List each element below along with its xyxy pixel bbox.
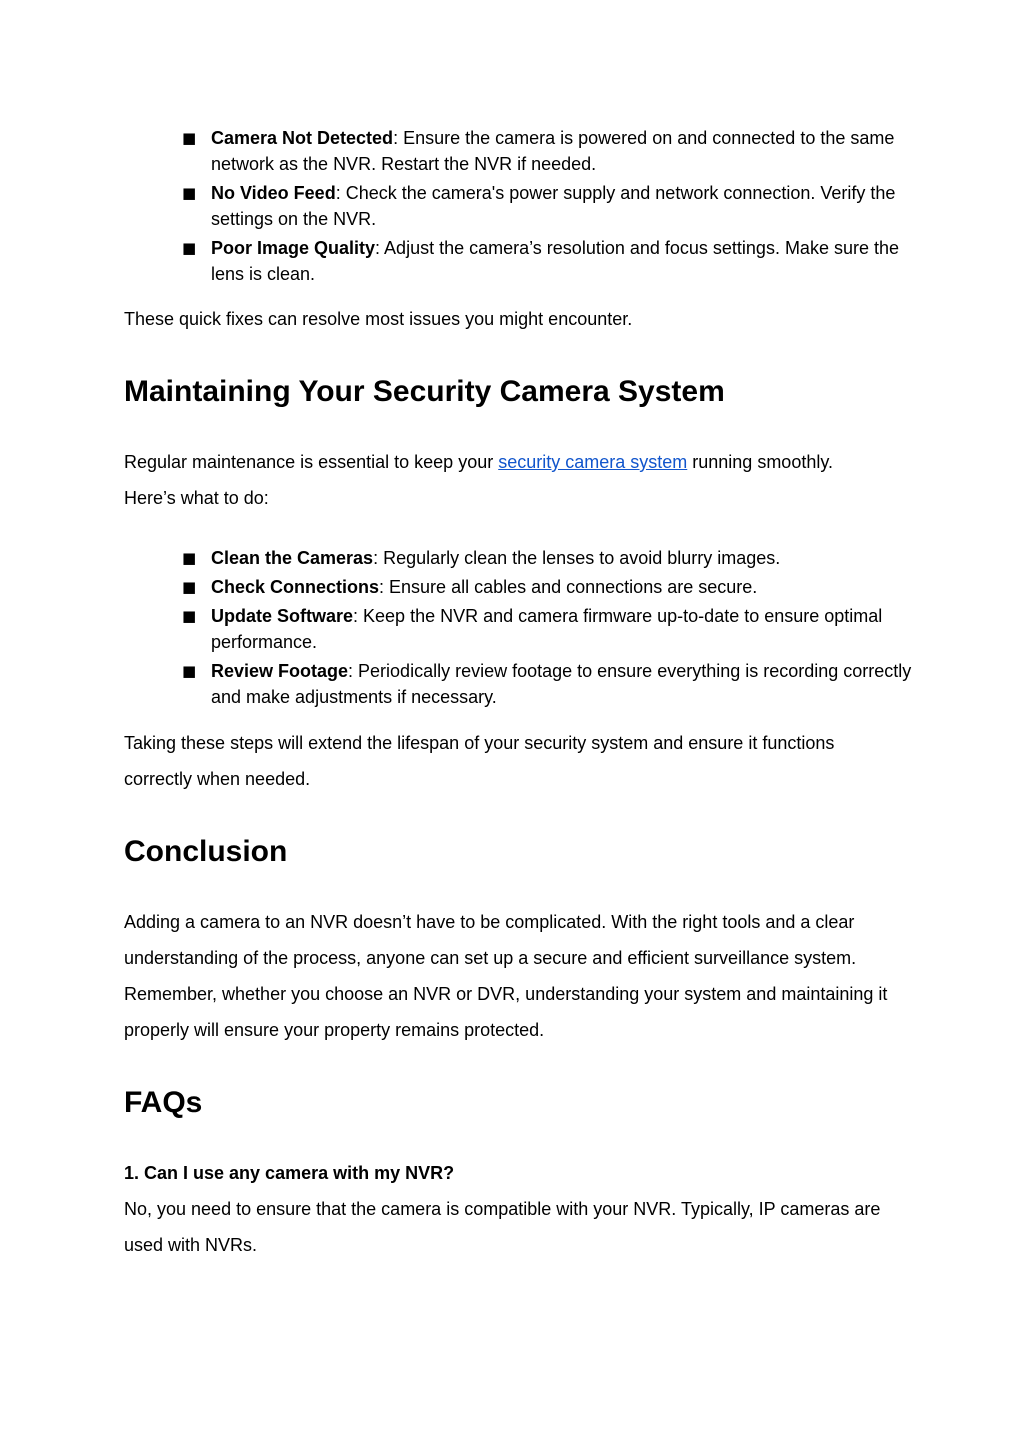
maintenance-intro-text: Regular maintenance is essential to keep your (124, 452, 499, 472)
troubleshooting-summary: These quick fixes can resolve most issues you might encounter. (124, 309, 633, 329)
maintenance-intro (124, 444, 884, 516)
list-item (124, 603, 914, 655)
maintenance-intro-text-end: running smoothly. Here’s what to do: (124, 452, 834, 508)
list-item-text: : Ensure all cables and connections are secure. (379, 577, 758, 597)
list-item-text: : Ensure the camera is powered on and connected to the same network as the NVR. Restart the NVR if needed. (211, 128, 895, 174)
square-bullet-icon: ■ (182, 578, 197, 596)
list-item-text: : Adjust the camera’s resolution and focus settings. Make sure the lens is clean. (211, 238, 899, 284)
square-bullet-icon: ■ (182, 129, 197, 147)
list-item (124, 125, 914, 177)
list-item (124, 574, 914, 600)
list-item (124, 235, 914, 287)
square-bullet-icon: ■ (182, 239, 197, 257)
troubleshooting-list (124, 125, 914, 290)
faq-question: 1. Can I use any camera with my NVR? (124, 1163, 455, 1183)
square-bullet-icon: ■ (182, 662, 197, 680)
maintenance-summary: Taking these steps will extend the lifespan of your security system and ensure it functions correctly when needed. (124, 733, 835, 789)
list-item (124, 658, 914, 710)
list-item-text: : Keep the NVR and camera firmware up-to-date to ensure optimal performance. (211, 606, 883, 652)
list-item-title: Poor Image Quality (211, 238, 376, 258)
square-bullet-icon: ■ (182, 549, 197, 567)
faqs-heading: FAQs (124, 1086, 203, 1119)
list-item-text: : Check the camera's power supply and network connection. Verify the settings on the NVR. (211, 183, 896, 229)
conclusion-heading: Conclusion (124, 835, 288, 868)
list-item-title: Camera Not Detected (211, 128, 394, 148)
maintenance-heading: Maintaining Your Security Camera System (124, 375, 725, 408)
list-item-text: : Regularly clean the lenses to avoid blurry images. (373, 548, 781, 568)
list-item-title: Clean the Cameras (211, 548, 374, 568)
conclusion-text: Adding a camera to an NVR doesn’t have to be complicated. With the right tools and a clear understanding of the process, anyone can set up a secure and efficient surveillance system. Remember, whether you choose an NVR or DVR, understanding your system and maintaining it properly will ensure your property remains protected. (124, 912, 888, 1040)
list-item-text: : Periodically review footage to ensure everything is recording correctly and make adjustments if necessary. (211, 661, 912, 707)
square-bullet-icon: ■ (182, 184, 197, 202)
maintenance-list (124, 545, 914, 713)
list-item-title: Review Footage (211, 661, 349, 681)
faq-answer: No, you need to ensure that the camera is compatible with your NVR. Typically, IP cameras are used with NVRs. (124, 1199, 881, 1255)
list-item-title: Check Connections (211, 577, 380, 597)
list-item (124, 545, 914, 571)
list-item-title: Update Software (211, 606, 354, 626)
square-bullet-icon: ■ (182, 607, 197, 625)
security-camera-system-link[interactable]: security camera system (498, 452, 688, 472)
list-item-title: No Video Feed (211, 183, 336, 203)
list-item (124, 180, 914, 232)
